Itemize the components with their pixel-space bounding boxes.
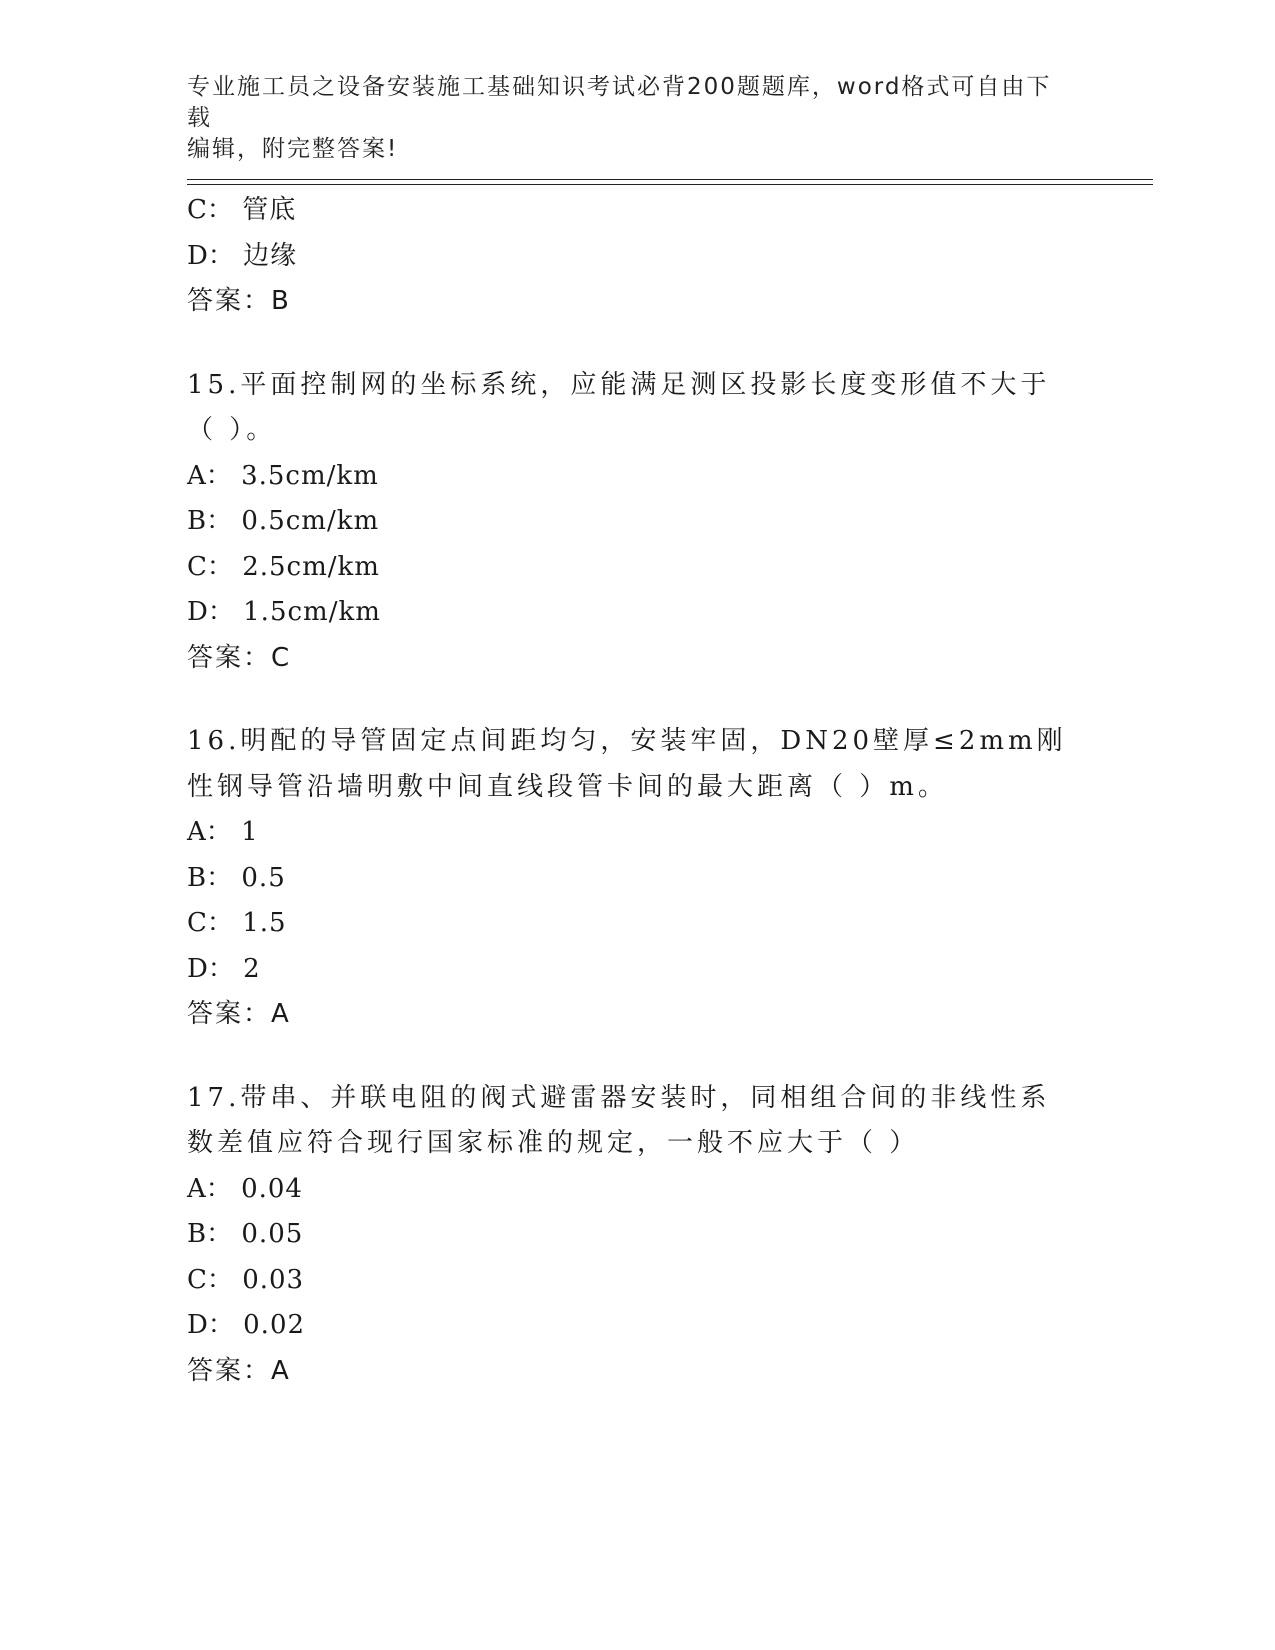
option-text: 0.04 <box>241 1173 303 1204</box>
option-text: 0.03 <box>242 1264 305 1295</box>
answer-line <box>187 1349 1087 1395</box>
option-label: C <box>187 551 207 582</box>
option-label: B <box>187 1219 207 1249</box>
option-c: C： 0.03 <box>187 1264 305 1295</box>
option-text: 0.5 <box>241 862 286 893</box>
question-text: 明配的导管固定点间距均匀，安装牢固，DN20壁厚≤2mm刚性钢导管沿墙明敷中间直线段管卡间的最大距离（ ）m。 <box>187 726 1067 802</box>
question-stem <box>187 1076 1077 1167</box>
answer-value: B <box>271 286 291 316</box>
spacer <box>187 325 1087 363</box>
option-a: A： 3.5cm/km <box>187 460 379 491</box>
option-label: D <box>187 240 208 271</box>
answer-label: 答案： <box>187 642 272 673</box>
option-d: D： 0.02 <box>187 1310 306 1340</box>
question-text: 平面控制网的坐标系统，应能满足测区投影长度变形值不大于（ ）。 <box>187 369 1051 445</box>
spacer <box>187 681 1087 719</box>
option-a: A： 0.04 <box>187 1173 303 1204</box>
option-text: 3.5cm/km <box>241 460 379 491</box>
option-b: B： 0.5 <box>187 862 286 893</box>
option-label: C <box>187 1264 207 1295</box>
answer-value: A <box>271 999 291 1029</box>
option-c: C： 管底 <box>187 195 297 225</box>
answer-line <box>187 992 1087 1038</box>
option-text: 0.05 <box>241 1219 304 1249</box>
spacer <box>187 1038 1087 1076</box>
header-title-line-1: 专业施工员之设备安装施工基础知识考试必背200题题库，word格式可自由下载 <box>187 74 1052 131</box>
option-label: D <box>187 953 208 984</box>
question-number: 15. <box>187 369 241 400</box>
answer-line <box>187 636 1087 682</box>
header-title-line-2: 编辑，附完整答案! <box>187 136 399 162</box>
answer-label: 答案： <box>187 286 272 316</box>
option-label: A <box>187 1173 206 1204</box>
document-header <box>187 72 1067 165</box>
option-text: 2 <box>243 953 261 984</box>
question-number: 16. <box>187 726 241 756</box>
option-d: D： 边缘 <box>187 240 298 271</box>
option-text: 边缘 <box>243 240 298 271</box>
option-text: 1.5 <box>242 908 287 938</box>
option-label: B <box>187 862 207 893</box>
option-text: 2.5cm/km <box>242 551 380 582</box>
option-label: A <box>187 460 206 491</box>
option-label: C <box>187 195 207 225</box>
option-text: 管底 <box>242 195 297 225</box>
question-list <box>187 188 1087 1394</box>
option-b: B： 0.5cm/km <box>187 506 380 536</box>
option-label: D <box>187 1310 208 1340</box>
question-15 <box>187 363 1087 682</box>
option-label: D <box>187 597 208 627</box>
option-d: D： 2 <box>187 953 261 984</box>
header-divider-top <box>187 179 1153 180</box>
option-label: B <box>187 506 207 536</box>
question-text: 带串、并联电阻的阀式避雷器安装时，同相组合间的非线性系数差值应符合现行国家标准的规定，一般不应大于（ ） <box>187 1082 1051 1158</box>
option-c: C： 2.5cm/km <box>187 551 380 582</box>
partial-question <box>187 188 1087 325</box>
option-b: B： 0.05 <box>187 1219 304 1249</box>
answer-line <box>187 279 1087 325</box>
header-divider-bottom <box>187 184 1153 185</box>
question-stem <box>187 363 1077 454</box>
answer-label: 答案： <box>187 1355 272 1386</box>
option-text: 0.02 <box>243 1310 306 1340</box>
option-a: A： 1 <box>187 817 259 847</box>
answer-value: C <box>271 642 292 673</box>
option-label: C <box>187 908 207 938</box>
question-17 <box>187 1076 1087 1395</box>
option-d: D： 1.5cm/km <box>187 597 381 627</box>
option-text: 1.5cm/km <box>243 597 381 627</box>
option-c: C： 1.5 <box>187 908 287 938</box>
question-stem <box>187 719 1077 810</box>
answer-label: 答案： <box>187 999 272 1029</box>
answer-value: A <box>271 1355 291 1386</box>
option-label: A <box>187 817 206 847</box>
option-text: 1 <box>241 817 259 847</box>
question-16 <box>187 719 1087 1038</box>
option-text: 0.5cm/km <box>241 506 380 536</box>
question-number: 17. <box>187 1082 241 1113</box>
